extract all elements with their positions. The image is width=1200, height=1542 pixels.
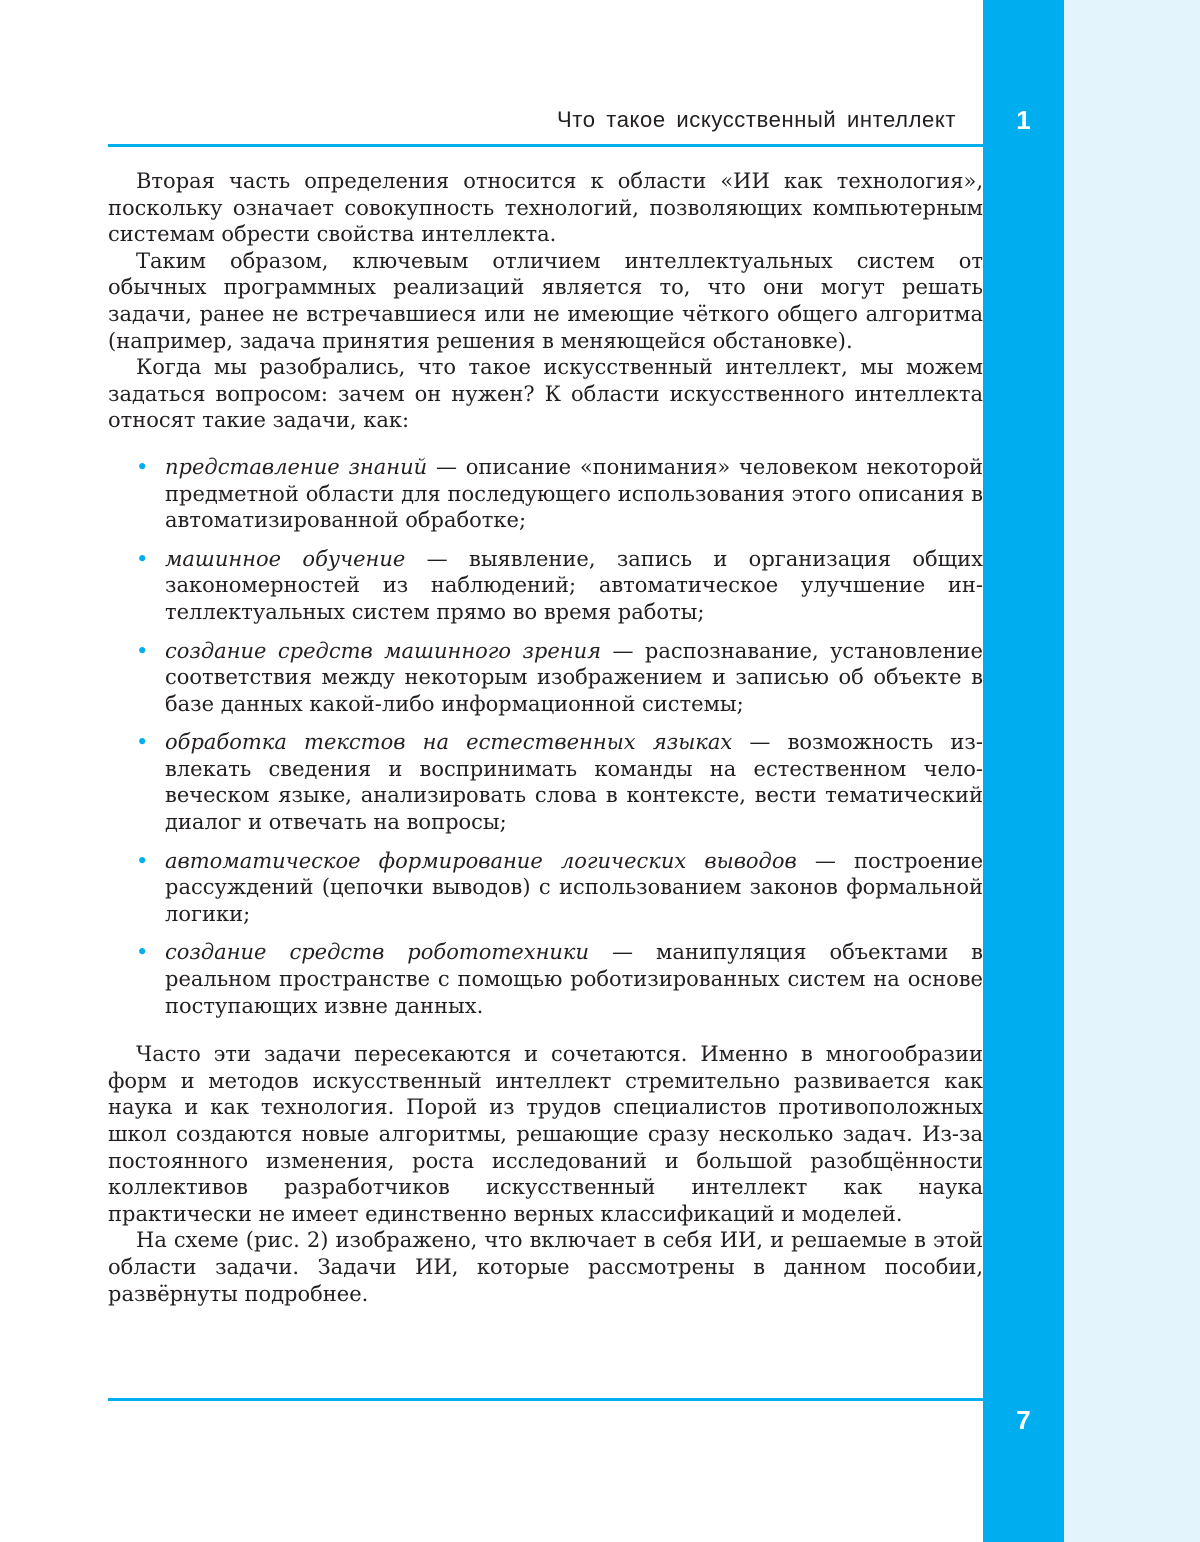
bullet-icon: • [136, 940, 149, 965]
list-item [108, 939, 983, 1019]
list-item-text: — выявление, запись и организация общих закономерностей из наблюдений; автоматическое улучшение интеллектуальных систем прямо во время работы; [165, 546, 983, 624]
paragraph: Вторая часть определения относится к области «ИИ как технология», поскольку означает совокупность технологий, позволяющих компьютерным системам обрести свойства интеллекта. [108, 169, 983, 247]
list-item-text: — описание «понимания» человеком некоторой предметной области для последующего использования этого описания в автоматизированной обработке; [165, 454, 983, 533]
ai-tasks-list [108, 454, 983, 1019]
list-item [108, 454, 983, 534]
chapter-strip [983, 0, 1064, 1542]
running-title: Что такое искусственный интеллект [557, 107, 956, 132]
list-item [108, 729, 983, 835]
paragraph: На схеме (рис. 2) изображено, что включает в себя ИИ, и решаемые в этой области задачи. Задачи ИИ, которые рассмотрены в данном пособии, развёрнуты подробнее. [108, 1228, 983, 1306]
list-item-text: — манипуляция объектами в реальном пространстве с помощью роботизированных систем на основе поступающих извне данных. [165, 940, 984, 1018]
bullet-icon: • [136, 730, 149, 755]
chapter-number: 1 [1016, 105, 1031, 135]
list-item-text: — возможность извлекать сведения и воспринимать команды на естественном человеческом языке, анализировать слова в контексте, вести тематический диалог и отвечать на вопросы; [165, 730, 983, 835]
list-item-term: машинное обучение [165, 546, 406, 571]
header-rule [108, 144, 1064, 147]
list-item-term: автоматическое формирование логических выводов [165, 848, 797, 873]
list-item-term: создание средств робототехники [165, 940, 590, 965]
bullet-icon: • [136, 848, 149, 873]
bullet-icon: • [136, 454, 149, 479]
list-item-text: — построение рассуждений (цепочки выводов) с использованием законов формальной логики; [165, 848, 984, 926]
paragraph: Таким образом, ключевым отличием интеллектуальных систем от обычных программных реализаций является то, что они могут решать задачи, ранее не встречавшиеся или не имеющие чёткого общего алгоритма (например, задача принятия решения в меняющейся обстановке). [108, 248, 983, 353]
paragraph: Когда мы разобрались, что такое искусственный интеллект, мы можем задаться вопросом: зачем он нужен? К области искусственного интеллекта относят такие задачи, как: [108, 355, 983, 433]
list-item-term: представление знаний [165, 454, 428, 479]
list-item-term: обработка текстов на естественных языках [165, 730, 733, 755]
bullet-icon: • [136, 546, 149, 571]
list-item-term: создание средств машинного зрения [165, 638, 602, 663]
paragraph: Часто эти задачи пересекаются и сочетаются. Именно в многообразии форм и методов искусственный интеллект стремительно развивается как наука и как технология. Порой из трудов специалистов противоположных школ создаются новые алгоритмы, решающие сразу несколько задач. Из-за постоянного изменения, роста исследований и большой разобщённости коллективов разработчиков искусственный интеллект как наука практически не имеет единственно верных классификаций и моделей. [108, 1042, 983, 1226]
footer-rule [108, 1398, 984, 1401]
page-number: 7 [1016, 1405, 1031, 1435]
list-item-text: — распознавание, установление соответствия между некоторым изображением и записью об объекте в базе данных какой-либо информационной системы; [165, 638, 983, 716]
bullet-icon: • [136, 638, 149, 663]
list-item [108, 638, 983, 718]
list-item [108, 848, 983, 928]
page-body [108, 168, 983, 1307]
list-item [108, 546, 983, 626]
